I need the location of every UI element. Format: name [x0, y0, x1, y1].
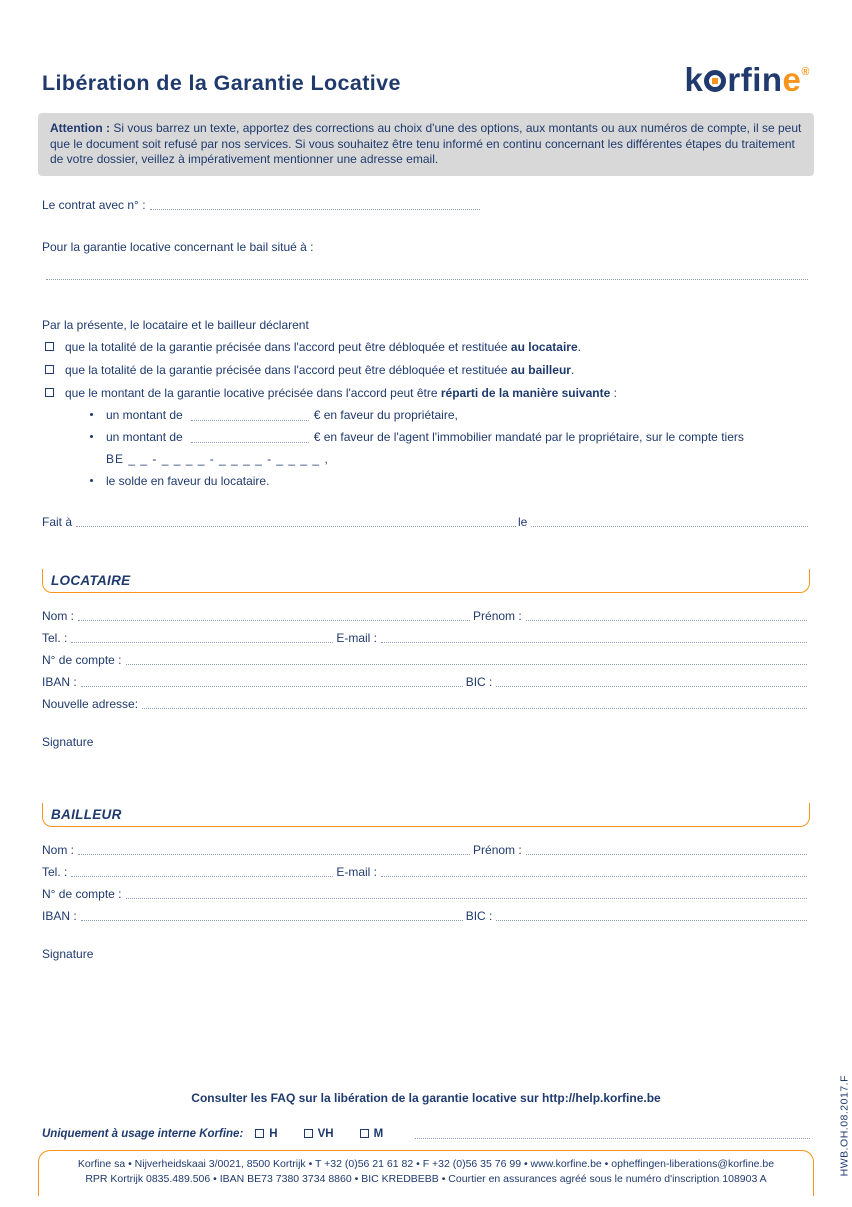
- amount-owner-post: € en faveur du propriétaire,: [313, 407, 458, 422]
- iban-label: IBAN :: [42, 674, 77, 689]
- attention-notice: [38, 113, 814, 176]
- locataire-nom-row: [42, 601, 810, 623]
- locataire-prenom-line[interactable]: [526, 611, 807, 621]
- contract-number-line[interactable]: [150, 200, 480, 210]
- bic-label: BIC :: [465, 674, 493, 689]
- email-label: E-mail :: [336, 864, 378, 879]
- contract-number-row: [42, 198, 810, 212]
- locataire-nom-line[interactable]: [78, 611, 470, 621]
- bailleur-compte-line[interactable]: [126, 889, 808, 899]
- locataire-email-line[interactable]: [381, 633, 807, 643]
- bailleur-nom-row: [42, 835, 810, 857]
- compte-label: N° de compte :: [42, 652, 122, 667]
- locataire-fields: [42, 601, 810, 711]
- bailleur-bic-line[interactable]: [496, 911, 807, 921]
- bullet-icon: [90, 435, 93, 438]
- locataire-signature-label: Signature: [42, 734, 94, 749]
- fait-a-line[interactable]: [76, 517, 516, 527]
- nouvelle-adresse-label: Nouvelle adresse:: [42, 696, 139, 711]
- place-date-row: [42, 515, 810, 529]
- tel-label: Tel. :: [42, 630, 68, 645]
- internal-option-m: [360, 1127, 384, 1141]
- locataire-adresse-line[interactable]: [142, 699, 807, 709]
- amount-agent-row: [90, 429, 810, 445]
- locataire-tel-row: [42, 623, 810, 645]
- faq-line: Consulter les FAQ sur la libération de la garantie locative sur http://help.korfine.be: [191, 1091, 661, 1105]
- locataire-compte-row: [42, 645, 810, 667]
- repartition-suboptions: [90, 407, 810, 489]
- third-party-account-mask[interactable]: BE _ _ - _ _ _ _ - _ _ _ _ - _ _ _ _ ,: [106, 451, 329, 466]
- tel-label: Tel. :: [42, 864, 68, 879]
- logo-letters-rfin: rfin: [727, 61, 783, 98]
- korfine-logo: [685, 54, 811, 98]
- internal-option-h: [255, 1127, 277, 1141]
- locataire-tel-line[interactable]: [71, 633, 333, 643]
- amount-agent-post: € en faveur de l'agent l'immobilier mandaté par le propriétaire, sur le compte tiers: [313, 429, 744, 444]
- amount-agent-line[interactable]: [191, 433, 309, 443]
- third-party-account-row: [106, 451, 810, 467]
- bailleur-email-line[interactable]: [381, 867, 807, 877]
- bail-address-line[interactable]: [46, 270, 808, 280]
- option-repartition: [42, 385, 810, 401]
- bailleur-iban-line[interactable]: [81, 911, 463, 921]
- internal-vh-checkbox[interactable]: [304, 1129, 313, 1138]
- prenom-label: Prénom :: [473, 842, 522, 857]
- bailleur-nom-line[interactable]: [78, 845, 470, 855]
- amount-agent-pre: un montant de: [106, 429, 183, 444]
- contract-number-label: Le contrat avec n° :: [42, 197, 146, 212]
- footer-line-1: Korfine sa • Nijverheidskaai 3/0021, 8500 Kortrijk • T +32 (0)56 21 61 82 • F +32 (0)56 35 76 99 • www.korfine.be • opheffingen-liberations@korfine.be: [77, 1158, 775, 1170]
- amount-owner-pre: un montant de: [106, 407, 183, 422]
- option-repartition-checkbox[interactable]: [45, 388, 54, 397]
- bail-address-row: [42, 268, 810, 282]
- email-label: E-mail :: [336, 630, 378, 645]
- attention-text: Si vous barrez un texte, apportez des corrections au choix d'une des options, aux montants ou aux numéros de compte, il se peut que le document soit refusé par nos services. Si vous souhaitez être tenu informé en continu concernant les différentes étapes du traitement de votre dossier, veillez à impérativement mentionner une adresse email.: [50, 121, 802, 166]
- document-code-vertical: HWB.OH.08.2017.F: [838, 1075, 850, 1177]
- compte-label: N° de compte :: [42, 886, 122, 901]
- bailleur-iban-row: [42, 901, 810, 923]
- bailleur-prenom-line[interactable]: [526, 845, 807, 855]
- option-locataire-checkbox[interactable]: [45, 342, 54, 351]
- locataire-iban-row: [42, 667, 810, 689]
- bailleur-signature-label: Signature: [42, 946, 94, 961]
- logo-letter-k: k: [684, 61, 704, 98]
- registered-mark: ®: [801, 66, 810, 78]
- internal-h-label: H: [269, 1128, 278, 1140]
- section-locataire-header: [42, 569, 810, 593]
- locataire-iban-line[interactable]: [81, 677, 463, 687]
- bic-label: BIC :: [465, 908, 493, 923]
- logo-o-dot: [712, 78, 718, 84]
- internal-vh-label: VH: [317, 1128, 334, 1140]
- declaration-intro: Par la présente, le locataire et le bailleur déclarent: [42, 317, 309, 332]
- option-repartition-text: que le montant de la garantie locative précisée dans l'accord peut être réparti de la manière suivante :: [65, 385, 617, 400]
- section-bailleur-title: BAILLEUR: [51, 806, 122, 822]
- bottom-block: [42, 1090, 810, 1196]
- solde-row: [90, 473, 810, 489]
- prenom-label: Prénom :: [473, 608, 522, 623]
- header: [42, 54, 810, 98]
- option-restitution-bailleur: [42, 362, 810, 378]
- bailleur-tel-row: [42, 857, 810, 879]
- option-bailleur-text: que la totalité de la garantie précisée dans l'accord peut être débloquée et restituée au bailleur.: [65, 362, 575, 377]
- nom-label: Nom :: [42, 608, 75, 623]
- logo-letter-e: e: [782, 61, 802, 98]
- logo-o-icon: [704, 70, 726, 92]
- amount-owner-row: [90, 407, 810, 423]
- attention-label: Attention :: [50, 121, 110, 135]
- internal-m-label: M: [373, 1128, 384, 1140]
- internal-note-line[interactable]: [415, 1129, 810, 1139]
- option-bailleur-checkbox[interactable]: [45, 365, 54, 374]
- bail-location-label: Pour la garantie locative concernant le bail situé à :: [42, 239, 314, 254]
- le-label: le: [518, 514, 528, 529]
- page-title: Libération de la Garantie Locative: [42, 71, 401, 95]
- iban-label: IBAN :: [42, 908, 77, 923]
- fait-a-label: Fait à: [42, 514, 73, 529]
- internal-h-checkbox[interactable]: [255, 1129, 264, 1138]
- section-locataire-title: LOCATAIRE: [51, 572, 131, 588]
- internal-use-row: [42, 1127, 810, 1141]
- option-locataire-text: que la totalité de la garantie précisée dans l'accord peut être débloquée et restituée au locataire.: [65, 339, 581, 354]
- footer-line-2: RPR Kortrijk 0835.489.506 • IBAN BE73 7380 3734 8860 • BIC KREDBEBB • Courtier en assurances agréé sous le numéro d'inscription 108903 A: [85, 1173, 767, 1185]
- section-bailleur-header: [42, 803, 810, 827]
- bailleur-tel-line[interactable]: [71, 867, 333, 877]
- nom-label: Nom :: [42, 842, 75, 857]
- locataire-bic-line[interactable]: [496, 677, 807, 687]
- locataire-adresse-row: [42, 689, 810, 711]
- internal-use-label: Uniquement à usage interne Korfine:: [42, 1128, 244, 1140]
- internal-m-checkbox[interactable]: [360, 1129, 369, 1138]
- solde-text: le solde en faveur du locataire.: [106, 473, 270, 488]
- internal-option-vh: [304, 1127, 334, 1141]
- bullet-icon: [90, 413, 93, 416]
- bullet-icon: [90, 479, 93, 482]
- date-line[interactable]: [531, 517, 808, 527]
- option-restitution-locataire: [42, 339, 810, 355]
- amount-owner-line[interactable]: [191, 411, 309, 421]
- locataire-compte-line[interactable]: [126, 655, 808, 665]
- bailleur-fields: [42, 835, 810, 923]
- bailleur-compte-row: [42, 879, 810, 901]
- footer-contact-box: [38, 1150, 814, 1196]
